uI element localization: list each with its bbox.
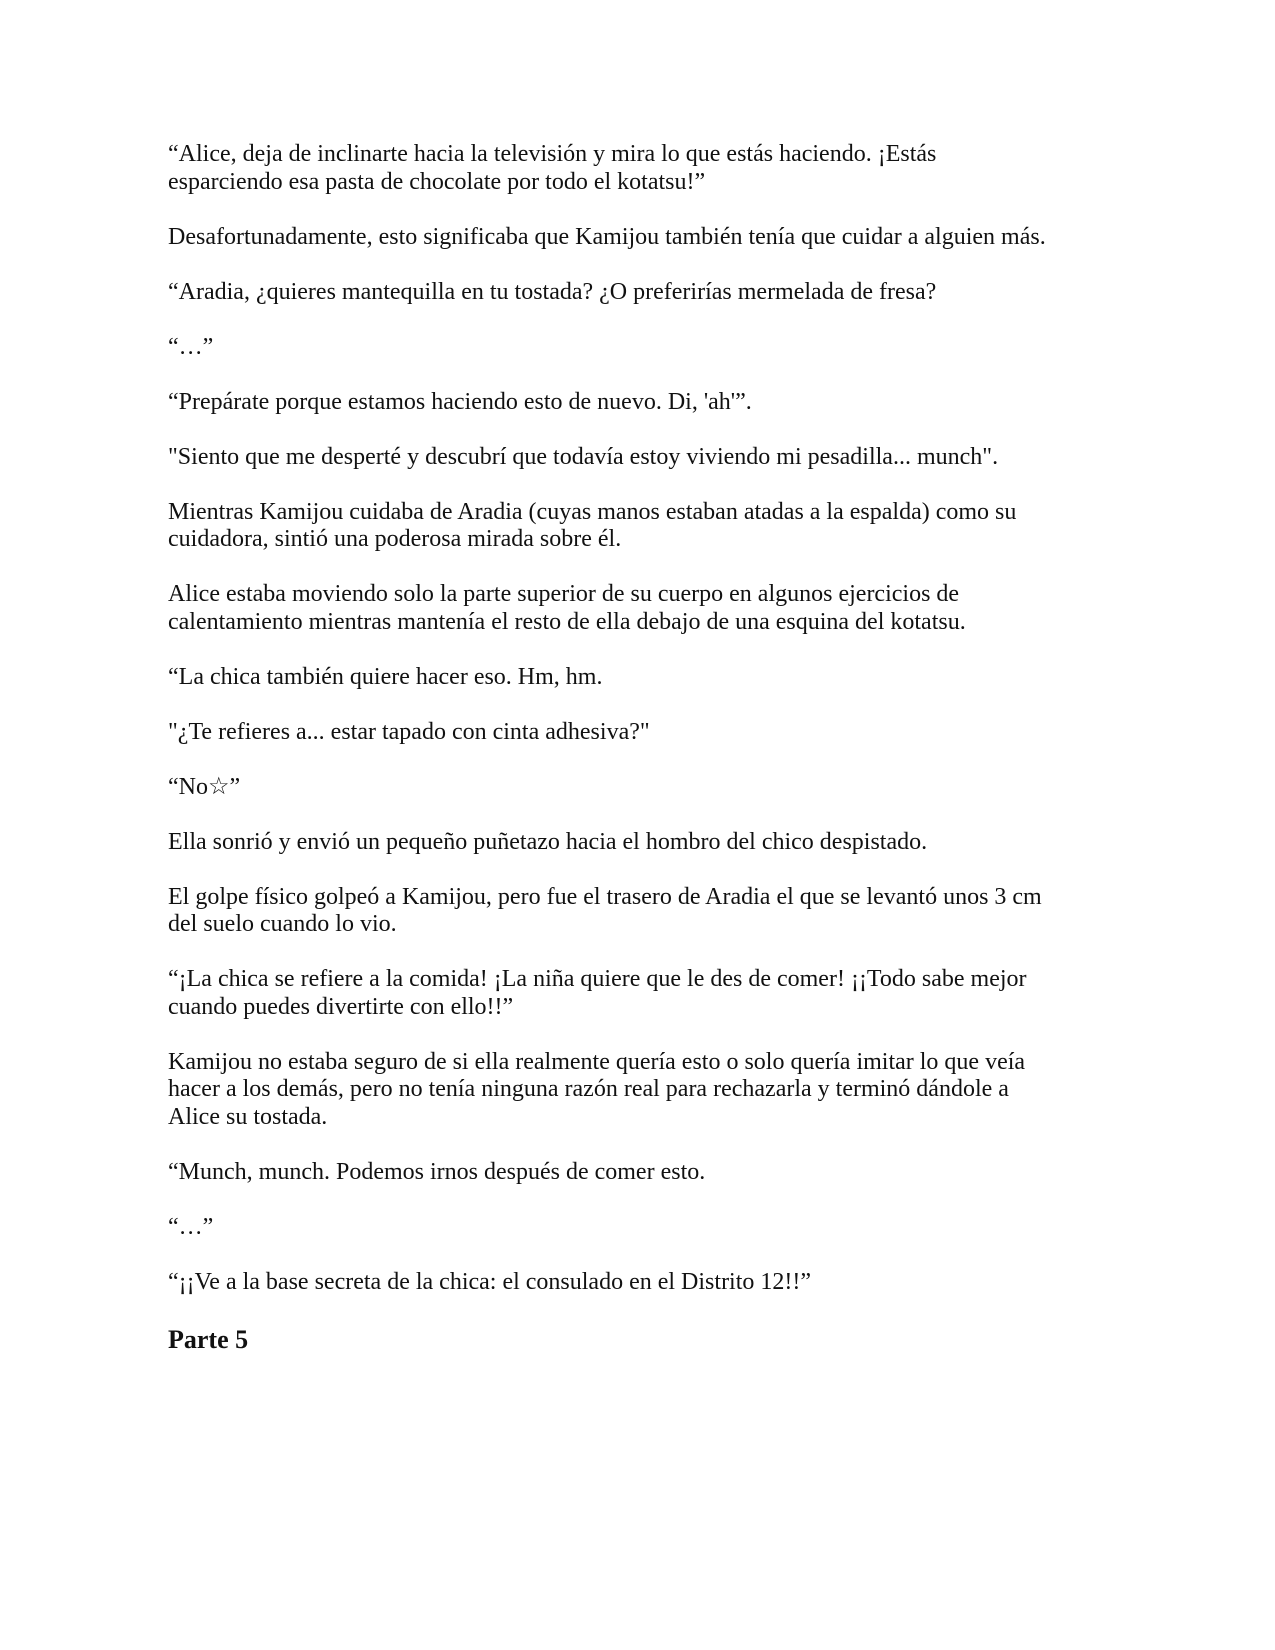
text-line: cuidadora, sintió una poderosa mirada sobre él. — [168, 526, 622, 552]
text-line: “Prepárate porque estamos haciendo esto de nuevo. Di, 'ah'”. — [168, 388, 752, 415]
text-line: Alice estaba moviendo solo la parte superior de su cuerpo en algunos ejercicios de — [168, 581, 960, 607]
text-line: Alice su tostada. — [168, 1103, 328, 1130]
text-line: “La chica también quiere hacer eso. Hm, hm. — [168, 663, 603, 690]
paragraph — [168, 279, 1068, 307]
text-line: El golpe físico golpeó a Kamijou, pero fue el trasero de Aradia el que se levantó unos 3 cm — [168, 883, 1042, 910]
paragraph — [168, 1049, 1068, 1132]
text-line: "¿Te refieres a... estar tapado con cinta adhesiva?" — [168, 718, 650, 745]
text-line: esparciendo esa pasta de chocolate por todo el kotatsu!” — [168, 168, 706, 195]
text-line: hacer a los demás, pero no tenía ninguna razón real para rechazarla y terminó dándole a — [168, 1076, 1009, 1102]
paragraph — [168, 719, 1068, 747]
paragraph — [168, 581, 1068, 636]
text-line: “¡La chica se refiere a la comida! ¡La niña quiere que le des de comer! ¡¡Todo sabe mejor — [168, 966, 1027, 992]
paragraph — [168, 444, 1068, 472]
text-line: “…” — [168, 333, 214, 360]
paragraph — [168, 389, 1068, 417]
text-line: “Aradia, ¿quieres mantequilla en tu tostada? ¿O preferirías mermelada de fresa? — [168, 278, 937, 305]
text-line: Kamijou no estaba seguro de si ella realmente quería esto o solo quería imitar lo que veía — [168, 1048, 1026, 1075]
paragraph — [168, 1214, 1068, 1242]
text-line: calentamiento mientras mantenía el resto de ella debajo de una esquina del kotatsu. — [168, 608, 966, 635]
document-page — [168, 141, 1068, 1354]
text-line: “…” — [168, 1213, 214, 1240]
paragraph — [168, 334, 1068, 362]
paragraph — [168, 1269, 1068, 1297]
text-line: Desafortunadamente, esto significaba que Kamijou también tenía que cuidar a alguien más. — [168, 223, 1046, 250]
text-line: “No☆” — [168, 773, 241, 800]
text-line: Ella sonrió y envió un pequeño puñetazo hacia el hombro del chico despistado. — [168, 828, 928, 855]
text-line: cuando puedes divertirte con ello!!” — [168, 993, 514, 1020]
text-line: Mientras Kamijou cuidaba de Aradia (cuyas manos estaban atadas a la espalda) como su — [168, 498, 1017, 525]
paragraph — [168, 774, 1068, 802]
paragraph — [168, 499, 1068, 554]
text-line: “Munch, munch. Podemos irnos después de comer esto. — [168, 1158, 706, 1185]
paragraph — [168, 966, 1068, 1021]
text-line: “Alice, deja de inclinarte hacia la televisión y mira lo que estás haciendo. ¡Estás — [168, 141, 937, 167]
paragraph — [168, 224, 1068, 252]
paragraph — [168, 141, 1068, 196]
paragraph — [168, 829, 1068, 857]
text-line: “¡¡Ve a la base secreta de la chica: el consulado en el Distrito 12!!” — [168, 1268, 812, 1295]
section-heading: Parte 5 — [168, 1325, 249, 1354]
paragraph — [168, 884, 1068, 939]
text-line: del suelo cuando lo vio. — [168, 911, 397, 937]
paragraph — [168, 1159, 1068, 1187]
paragraph — [168, 664, 1068, 692]
text-line: "Siento que me desperté y descubrí que todavía estoy viviendo mi pesadilla... munch". — [168, 443, 999, 470]
